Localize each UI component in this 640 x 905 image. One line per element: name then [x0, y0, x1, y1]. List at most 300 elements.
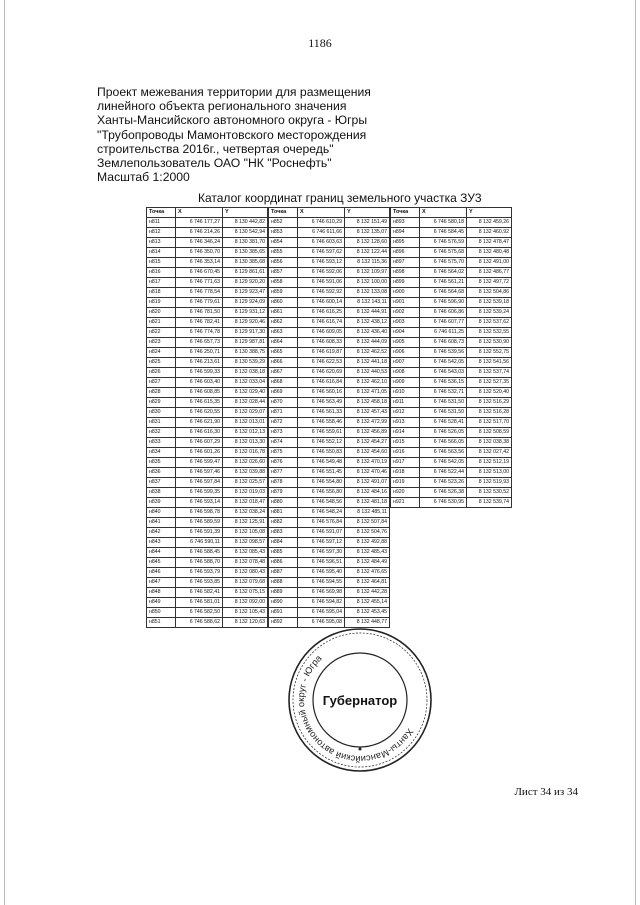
point-cell: н826	[147, 368, 176, 378]
x-cell: 6 746 584,45	[420, 228, 467, 238]
table-row	[147, 248, 268, 258]
y-cell: 8 132 013,01	[223, 418, 268, 428]
page-edge-right	[635, 0, 636, 905]
y-cell: 8 132 029,07	[223, 408, 268, 418]
y-cell: 8 132 115,36	[345, 258, 390, 268]
table-row	[269, 468, 390, 478]
x-cell: 6 746 593,12	[298, 258, 345, 268]
y-cell: 8 132 513,00	[467, 468, 512, 478]
y-cell: 8 132 504,76	[345, 528, 390, 538]
column-header-point: Точка	[391, 208, 420, 218]
point-cell: н870	[269, 398, 298, 408]
x-cell: 6 746 552,12	[298, 438, 345, 448]
y-cell: 8 129 923,47	[223, 288, 268, 298]
point-cell: н845	[147, 558, 176, 568]
header-line: Масштаб 1:2000	[97, 170, 190, 185]
point-cell: н869	[269, 388, 298, 398]
point-cell: н824	[147, 348, 176, 358]
point-cell: н877	[269, 468, 298, 478]
y-cell: 8 132 038,18	[223, 368, 268, 378]
point-cell: н821	[147, 318, 176, 328]
y-cell: 8 132 025,57	[223, 478, 268, 488]
x-cell: 6 746 620,69	[298, 368, 345, 378]
x-cell: 6 746 526,38	[420, 488, 467, 498]
x-cell: 6 746 591,39	[176, 528, 223, 538]
x-cell: 6 746 607,77	[420, 318, 467, 328]
table-row	[391, 288, 512, 298]
table-row	[391, 298, 512, 308]
table-row	[147, 518, 268, 528]
x-cell: 6 746 620,55	[176, 408, 223, 418]
table-row	[269, 218, 390, 228]
y-cell: 8 132 444,91	[345, 308, 390, 318]
table-row	[147, 368, 268, 378]
table-row	[269, 478, 390, 488]
point-cell: н840	[147, 508, 176, 518]
y-cell: 8 129 920,46	[223, 318, 268, 328]
table-row	[269, 238, 390, 248]
y-cell: 8 129 920,20	[223, 278, 268, 288]
x-cell: 6 746 599,33	[176, 368, 223, 378]
point-cell: н907	[391, 358, 420, 368]
column-header-point: Точка	[147, 208, 176, 218]
table-row	[147, 418, 268, 428]
table-row	[147, 328, 268, 338]
y-cell: 8 132 481,18	[345, 498, 390, 508]
point-cell: н850	[147, 608, 176, 618]
table-row	[391, 438, 512, 448]
x-cell: 6 746 616,74	[298, 318, 345, 328]
y-cell: 8 132 442,28	[345, 588, 390, 598]
x-cell: 6 746 779,61	[176, 298, 223, 308]
table-row	[147, 478, 268, 488]
point-cell: н900	[391, 288, 420, 298]
point-cell: н854	[269, 238, 298, 248]
column-header-y: Y	[345, 208, 390, 218]
x-cell: 6 746 608,33	[298, 338, 345, 348]
coordinate-table-3	[390, 207, 512, 508]
y-cell: 8 132 530,90	[467, 338, 512, 348]
x-cell: 6 746 564,68	[420, 288, 467, 298]
x-cell: 6 746 576,59	[420, 238, 467, 248]
x-cell: 6 746 597,46	[176, 468, 223, 478]
point-cell: н811	[147, 218, 176, 228]
x-cell: 6 746 575,70	[420, 258, 467, 268]
point-cell: н856	[269, 258, 298, 268]
table-row	[391, 238, 512, 248]
header-line: "Трубопроводы Мамонтовского месторождения	[97, 127, 367, 142]
y-cell: 8 132 092,00	[223, 598, 268, 608]
x-cell: 6 746 589,59	[176, 518, 223, 528]
point-cell: н901	[391, 298, 420, 308]
table-row	[391, 348, 512, 358]
y-cell: 8 132 541,56	[467, 358, 512, 368]
point-cell: н851	[147, 618, 176, 628]
table-row	[147, 568, 268, 578]
y-cell: 8 132 472,99	[345, 418, 390, 428]
y-cell: 8 132 440,53	[345, 368, 390, 378]
table-row	[147, 548, 268, 558]
y-cell: 8 132 078,48	[223, 558, 268, 568]
point-cell: н822	[147, 328, 176, 338]
point-cell: н892	[269, 618, 298, 628]
table-row	[391, 218, 512, 228]
table-row	[269, 488, 390, 498]
y-cell: 8 130 539,29	[223, 358, 268, 368]
x-cell: 6 746 551,45	[298, 468, 345, 478]
y-cell: 8 129 931,12	[223, 308, 268, 318]
y-cell: 8 132 458,18	[345, 398, 390, 408]
y-cell: 8 132 075,15	[223, 588, 268, 598]
x-cell: 6 746 563,49	[298, 398, 345, 408]
y-cell: 8 132 532,55	[467, 328, 512, 338]
y-cell: 8 132 471,05	[345, 388, 390, 398]
y-cell: 8 132 122,44	[345, 248, 390, 258]
table-row	[147, 508, 268, 518]
table-row	[269, 288, 390, 298]
point-cell: н818	[147, 288, 176, 298]
x-cell: 6 746 657,73	[176, 338, 223, 348]
table-row	[391, 328, 512, 338]
table-row	[147, 388, 268, 398]
x-cell: 6 746 622,53	[298, 358, 345, 368]
y-cell: 8 132 029,40	[223, 388, 268, 398]
y-cell: 8 132 552,75	[467, 348, 512, 358]
point-cell: н917	[391, 458, 420, 468]
point-cell: н829	[147, 398, 176, 408]
y-cell: 8 130 388,75	[223, 348, 268, 358]
x-cell: 6 746 782,41	[176, 318, 223, 328]
x-cell: 6 746 597,12	[298, 538, 345, 548]
table-row	[147, 268, 268, 278]
y-cell: 8 132 019,03	[223, 488, 268, 498]
x-cell: 6 746 597,30	[298, 548, 345, 558]
x-cell: 6 746 353,14	[176, 258, 223, 268]
x-cell: 6 746 619,87	[298, 348, 345, 358]
y-cell: 8 132 478,47	[467, 238, 512, 248]
y-cell: 8 132 484,49	[345, 558, 390, 568]
y-cell: 8 132 480,48	[467, 248, 512, 258]
point-cell: н861	[269, 308, 298, 318]
y-cell: 8 132 517,70	[467, 418, 512, 428]
x-cell: 6 746 595,08	[298, 618, 345, 628]
point-cell: н816	[147, 268, 176, 278]
point-cell: н852	[269, 218, 298, 228]
point-cell: н887	[269, 568, 298, 578]
x-cell: 6 746 595,04	[298, 608, 345, 618]
table-row	[147, 338, 268, 348]
point-cell: н857	[269, 268, 298, 278]
point-cell: н846	[147, 568, 176, 578]
x-cell: 6 746 781,50	[176, 308, 223, 318]
point-cell: н812	[147, 228, 176, 238]
table-row	[147, 398, 268, 408]
table-row	[147, 438, 268, 448]
point-cell: н884	[269, 538, 298, 548]
point-cell: н855	[269, 248, 298, 258]
table-row	[269, 448, 390, 458]
x-cell: 6 746 530,95	[420, 498, 467, 508]
y-cell: 8 130 385,65	[223, 248, 268, 258]
x-cell: 6 746 542,05	[420, 458, 467, 468]
x-cell: 6 746 539,56	[420, 348, 467, 358]
x-cell: 6 746 213,61	[176, 358, 223, 368]
table-row	[391, 468, 512, 478]
x-cell: 6 746 563,56	[420, 448, 467, 458]
table-row	[269, 388, 390, 398]
table-row	[391, 358, 512, 368]
y-cell: 8 132 476,65	[345, 568, 390, 578]
table-row	[147, 288, 268, 298]
x-cell: 6 746 177,27	[176, 218, 223, 228]
x-cell: 6 746 575,68	[420, 248, 467, 258]
x-cell: 6 746 580,18	[420, 218, 467, 228]
x-cell: 6 746 569,98	[298, 588, 345, 598]
table-row	[269, 328, 390, 338]
point-cell: н838	[147, 488, 176, 498]
point-cell: н894	[391, 228, 420, 238]
point-cell: н814	[147, 248, 176, 258]
y-cell: 8 132 485,43	[345, 548, 390, 558]
x-cell: 6 746 531,50	[420, 408, 467, 418]
point-cell: н911	[391, 398, 420, 408]
point-cell: н895	[391, 238, 420, 248]
x-cell: 6 746 566,05	[420, 438, 467, 448]
x-cell: 6 746 346,24	[176, 238, 223, 248]
y-cell: 8 132 135,07	[345, 228, 390, 238]
y-cell: 8 132 516,29	[467, 398, 512, 408]
y-cell: 8 129 924,09	[223, 298, 268, 308]
table-row	[147, 408, 268, 418]
table-row	[147, 308, 268, 318]
point-cell: н896	[391, 248, 420, 258]
table-row	[147, 358, 268, 368]
point-cell: н919	[391, 478, 420, 488]
point-cell: н906	[391, 348, 420, 358]
point-cell: н886	[269, 558, 298, 568]
x-cell: 6 746 603,40	[176, 378, 223, 388]
y-cell: 8 132 454,60	[345, 448, 390, 458]
point-cell: н864	[269, 338, 298, 348]
y-cell: 8 132 016,78	[223, 448, 268, 458]
x-cell: 6 746 590,11	[176, 538, 223, 548]
y-cell: 8 132 460,92	[467, 228, 512, 238]
point-cell: н837	[147, 478, 176, 488]
point-cell: н874	[269, 438, 298, 448]
table-row	[391, 338, 512, 348]
point-cell: н815	[147, 258, 176, 268]
table-row	[391, 318, 512, 328]
point-cell: н836	[147, 468, 176, 478]
x-cell: 6 746 532,71	[420, 388, 467, 398]
x-cell: 6 746 607,29	[176, 438, 223, 448]
table-row	[269, 528, 390, 538]
point-cell: н913	[391, 418, 420, 428]
x-cell: 6 746 560,16	[298, 388, 345, 398]
point-cell: н830	[147, 408, 176, 418]
y-cell: 8 132 098,57	[223, 538, 268, 548]
x-cell: 6 746 550,83	[298, 448, 345, 458]
y-cell: 8 132 085,43	[223, 548, 268, 558]
table-row	[391, 398, 512, 408]
point-cell: н888	[269, 578, 298, 588]
x-cell: 6 746 548,24	[298, 508, 345, 518]
y-cell: 8 132 462,10	[345, 378, 390, 388]
x-cell: 6 746 522,44	[420, 468, 467, 478]
x-cell: 6 746 523,26	[420, 478, 467, 488]
y-cell: 8 132 125,91	[223, 518, 268, 528]
y-cell: 8 132 456,89	[345, 428, 390, 438]
x-cell: 6 746 594,55	[298, 578, 345, 588]
column-header-y: Y	[467, 208, 512, 218]
table-row	[269, 428, 390, 438]
y-cell: 8 132 527,35	[467, 378, 512, 388]
point-cell: н849	[147, 598, 176, 608]
x-cell: 6 746 561,33	[298, 408, 345, 418]
point-cell: н897	[391, 258, 420, 268]
table-row	[269, 298, 390, 308]
table-row	[269, 498, 390, 508]
table-row	[269, 518, 390, 528]
point-cell: н921	[391, 498, 420, 508]
column-header-y: Y	[223, 208, 268, 218]
y-cell: 8 132 455,14	[345, 598, 390, 608]
table-row	[391, 308, 512, 318]
y-cell: 8 132 151,49	[345, 218, 390, 228]
point-cell: н909	[391, 378, 420, 388]
table-row	[147, 218, 268, 228]
y-cell: 8 132 537,74	[467, 368, 512, 378]
x-cell: 6 746 528,41	[420, 418, 467, 428]
table-row	[391, 248, 512, 258]
x-cell: 6 746 616,25	[298, 308, 345, 318]
y-cell: 8 132 516,28	[467, 408, 512, 418]
point-cell: н903	[391, 318, 420, 328]
table-row	[391, 258, 512, 268]
table-row	[269, 458, 390, 468]
point-cell: н833	[147, 438, 176, 448]
x-cell: 6 746 603,63	[298, 238, 345, 248]
x-cell: 6 746 526,05	[420, 428, 467, 438]
point-cell: н912	[391, 408, 420, 418]
point-cell: н885	[269, 548, 298, 558]
x-cell: 6 746 599,47	[176, 458, 223, 468]
y-cell: 8 132 441,18	[345, 358, 390, 368]
x-cell: 6 746 593,79	[176, 568, 223, 578]
point-cell: н832	[147, 428, 176, 438]
header-line: строительства 2016г., четвертая очередь"	[97, 141, 334, 156]
point-cell: н872	[269, 418, 298, 428]
y-cell: 8 132 143,11	[345, 298, 390, 308]
document-header	[97, 85, 371, 184]
x-cell: 6 746 778,54	[176, 288, 223, 298]
point-cell: н842	[147, 528, 176, 538]
y-cell: 8 132 438,12	[345, 318, 390, 328]
x-cell: 6 746 606,86	[420, 308, 467, 318]
table-row	[269, 278, 390, 288]
table-row	[269, 568, 390, 578]
point-cell: н828	[147, 388, 176, 398]
point-cell: н843	[147, 538, 176, 548]
x-cell: 6 746 771,63	[176, 278, 223, 288]
x-cell: 6 746 608,85	[176, 388, 223, 398]
table-row	[269, 248, 390, 258]
x-cell: 6 746 548,56	[298, 498, 345, 508]
point-cell: н865	[269, 348, 298, 358]
point-cell: н916	[391, 448, 420, 458]
table-row	[147, 538, 268, 548]
table-row	[147, 228, 268, 238]
y-cell: 8 132 539,24	[467, 308, 512, 318]
table-row	[269, 558, 390, 568]
point-cell: н834	[147, 448, 176, 458]
x-cell: 6 746 611,25	[420, 328, 467, 338]
point-cell: н866	[269, 358, 298, 368]
y-cell: 8 130 385,68	[223, 258, 268, 268]
y-cell: 8 132 133,08	[345, 288, 390, 298]
x-cell: 6 746 250,71	[176, 348, 223, 358]
table-row	[391, 388, 512, 398]
y-cell: 8 132 027,42	[467, 448, 512, 458]
point-cell: н880	[269, 498, 298, 508]
table-row	[269, 378, 390, 388]
point-cell: н820	[147, 308, 176, 318]
table-row	[391, 228, 512, 238]
y-cell: 8 132 504,86	[467, 288, 512, 298]
x-cell: 6 746 595,40	[298, 568, 345, 578]
y-cell: 8 132 128,60	[345, 238, 390, 248]
x-cell: 6 746 594,82	[298, 598, 345, 608]
x-cell: 6 746 581,01	[176, 598, 223, 608]
table-row	[391, 278, 512, 288]
table-row	[147, 488, 268, 498]
y-cell: 8 132 454,27	[345, 438, 390, 448]
x-cell: 6 746 558,46	[298, 418, 345, 428]
x-cell: 6 746 592,92	[298, 288, 345, 298]
header-line: Землепользователь ОАО "НК "Роснефть"	[97, 156, 332, 171]
x-cell: 6 746 596,51	[298, 558, 345, 568]
x-cell: 6 746 543,03	[420, 368, 467, 378]
table-row	[147, 448, 268, 458]
y-cell: 8 130 542,94	[223, 228, 268, 238]
y-cell: 8 129 861,61	[223, 268, 268, 278]
y-cell: 8 132 491,07	[345, 478, 390, 488]
header-line: Ханты-Мансийского автономного округа - Югры	[97, 113, 368, 128]
y-cell: 8 132 508,59	[467, 428, 512, 438]
y-cell: 8 132 105,08	[223, 528, 268, 538]
official-seal	[285, 625, 435, 775]
point-cell: н890	[269, 598, 298, 608]
table-row	[147, 258, 268, 268]
x-cell: 6 746 556,80	[298, 488, 345, 498]
point-cell: н875	[269, 448, 298, 458]
x-cell: 6 746 350,70	[176, 248, 223, 258]
table-row	[147, 458, 268, 468]
table-row	[391, 498, 512, 508]
seal-center-text: Губернатор	[322, 693, 398, 708]
column-header-x: X	[176, 208, 223, 218]
table-row	[147, 318, 268, 328]
point-cell: н847	[147, 578, 176, 588]
y-cell: 8 132 453,45	[345, 608, 390, 618]
column-header-x: X	[298, 208, 345, 218]
y-cell: 8 130 381,70	[223, 238, 268, 248]
point-cell: н881	[269, 508, 298, 518]
coordinate-table-1	[146, 207, 268, 628]
table-row	[269, 228, 390, 238]
table-row	[147, 348, 268, 358]
point-cell: н823	[147, 338, 176, 348]
